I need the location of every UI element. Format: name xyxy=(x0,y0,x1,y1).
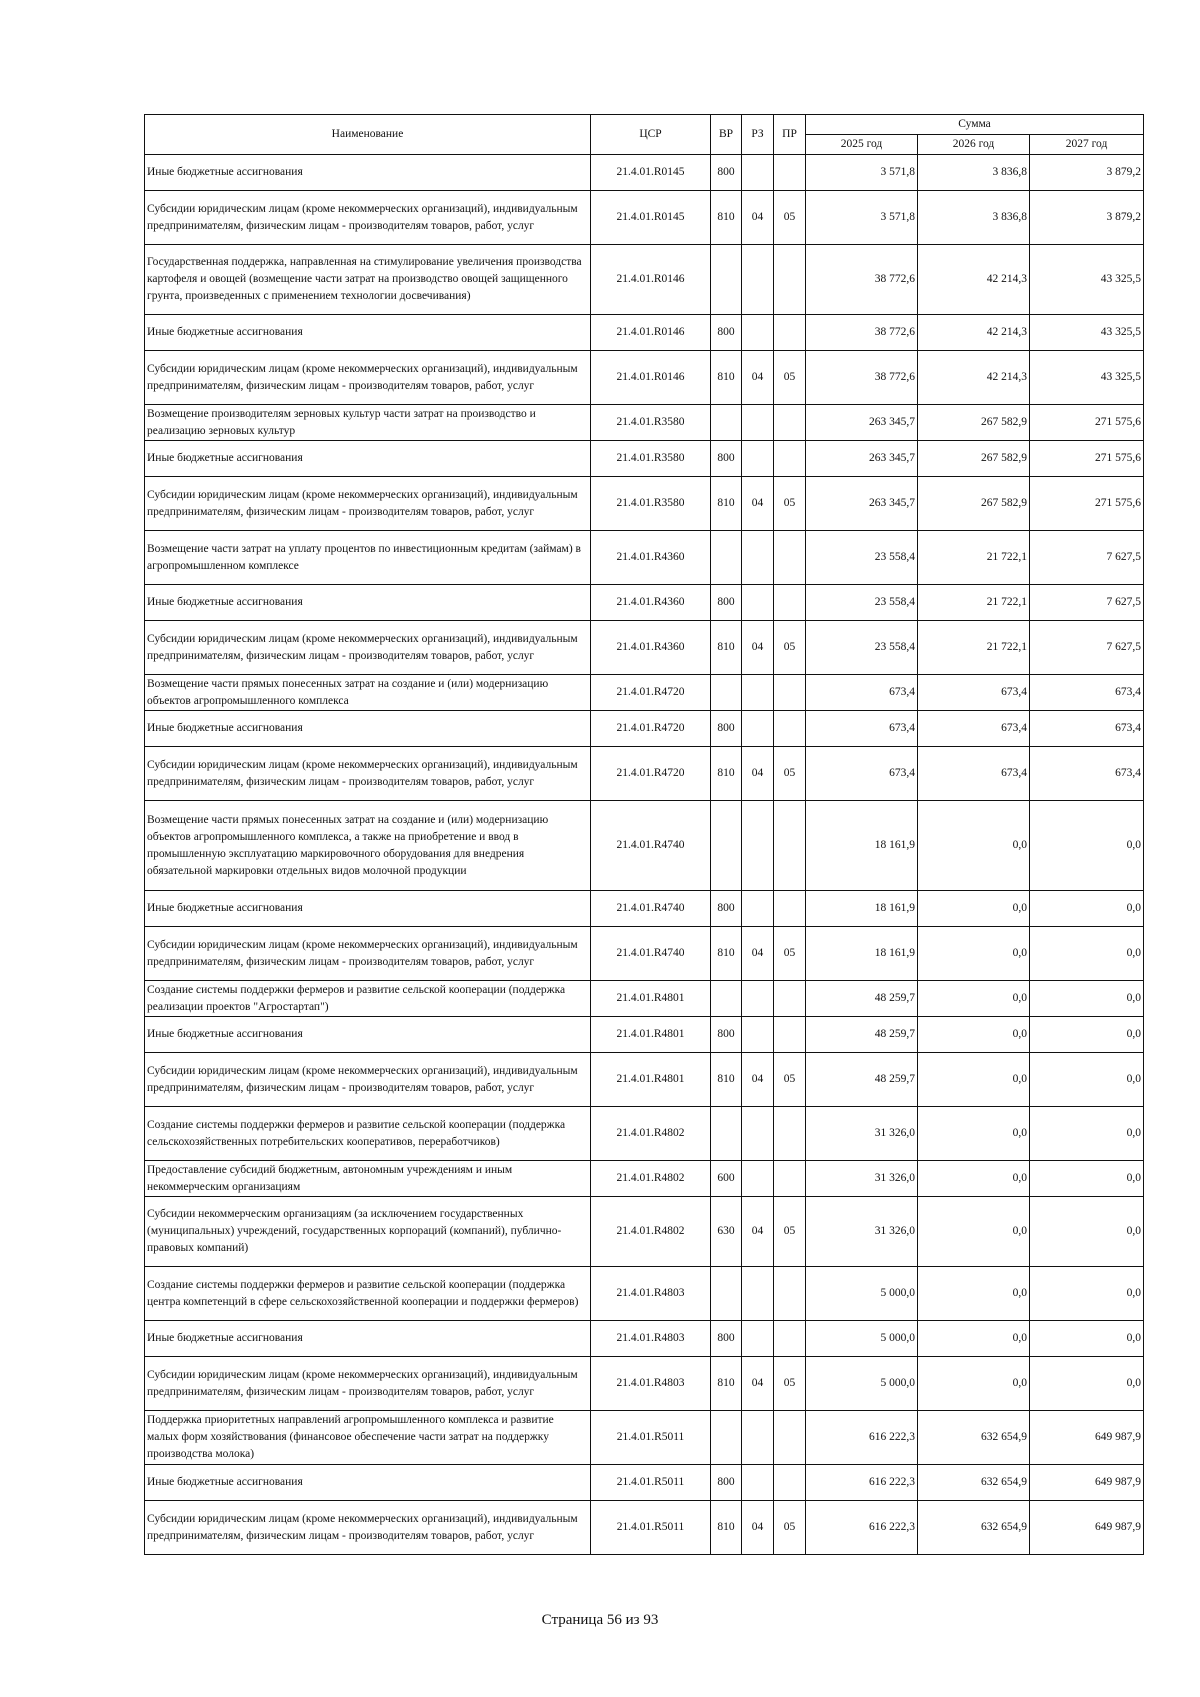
row-sum-2026: 21 722,1 xyxy=(918,531,1030,585)
row-csr: 21.4.01.R4802 xyxy=(591,1107,711,1161)
row-sum-2025: 23 558,4 xyxy=(806,585,918,621)
row-pr xyxy=(774,1411,806,1465)
row-vr: 800 xyxy=(711,891,742,927)
row-rz: 04 xyxy=(742,1357,774,1411)
row-pr: 05 xyxy=(774,1357,806,1411)
table-row xyxy=(145,1465,1144,1501)
row-vr: 800 xyxy=(711,155,742,191)
row-sum-2027: 649 987,9 xyxy=(1030,1411,1144,1465)
row-csr: 21.4.01.R4803 xyxy=(591,1267,711,1321)
row-csr: 21.4.01.R0146 xyxy=(591,351,711,405)
row-vr: 810 xyxy=(711,747,742,801)
row-sum-2025: 3 571,8 xyxy=(806,155,918,191)
row-csr: 21.4.01.R4360 xyxy=(591,621,711,675)
table-row xyxy=(145,891,1144,927)
row-rz xyxy=(742,1321,774,1357)
row-sum-2026: 0,0 xyxy=(918,1267,1030,1321)
row-sum-2027: 0,0 xyxy=(1030,891,1144,927)
header-name: Наименование xyxy=(145,115,591,155)
row-name: Возмещение части затрат на уплату процентов по инвестиционным кредитам (займам) в агропромышленном комплексе xyxy=(145,531,591,585)
header-year-2025: 2025 год xyxy=(806,135,918,155)
row-sum-2026: 21 722,1 xyxy=(918,585,1030,621)
row-sum-2025: 31 326,0 xyxy=(806,1161,918,1197)
row-sum-2026: 673,4 xyxy=(918,675,1030,711)
row-pr xyxy=(774,891,806,927)
row-rz: 04 xyxy=(742,477,774,531)
row-name: Иные бюджетные ассигнования xyxy=(145,1465,591,1501)
table-row xyxy=(145,1321,1144,1357)
row-name: Субсидии некоммерческим организациям (за исключением государственных (муниципальных) учреждений, государственных корпораций (компаний), публично-правовых компаний) xyxy=(145,1197,591,1267)
row-sum-2025: 616 222,3 xyxy=(806,1465,918,1501)
row-name: Субсидии юридическим лицам (кроме некоммерческих организаций), индивидуальным предпринимателям, физическим лицам - производителям товаров, работ, услуг xyxy=(145,477,591,531)
row-name: Поддержка приоритетных направлений агропромышленного комплекса и развитие малых форм хозяйствования (финансовое обеспечение части затрат на поддержку производства молока) xyxy=(145,1411,591,1465)
row-pr xyxy=(774,531,806,585)
row-sum-2026: 0,0 xyxy=(918,801,1030,891)
table-row xyxy=(145,191,1144,245)
row-name: Субсидии юридическим лицам (кроме некоммерческих организаций), индивидуальным предпринимателям, физическим лицам - производителям товаров, работ, услуг xyxy=(145,927,591,981)
row-pr xyxy=(774,405,806,441)
row-name: Иные бюджетные ассигнования xyxy=(145,711,591,747)
row-pr: 05 xyxy=(774,1197,806,1267)
row-pr xyxy=(774,1465,806,1501)
row-sum-2025: 48 259,7 xyxy=(806,1017,918,1053)
row-sum-2026: 0,0 xyxy=(918,1017,1030,1053)
row-sum-2025: 673,4 xyxy=(806,675,918,711)
row-sum-2025: 23 558,4 xyxy=(806,621,918,675)
row-sum-2027: 0,0 xyxy=(1030,1357,1144,1411)
row-rz xyxy=(742,1465,774,1501)
row-vr xyxy=(711,801,742,891)
row-sum-2027: 7 627,5 xyxy=(1030,585,1144,621)
table-row xyxy=(145,801,1144,891)
row-csr: 21.4.01.R4360 xyxy=(591,531,711,585)
row-sum-2026: 0,0 xyxy=(918,1197,1030,1267)
header-vr: ВР xyxy=(711,115,742,155)
table-row xyxy=(145,351,1144,405)
row-sum-2026: 0,0 xyxy=(918,1357,1030,1411)
row-csr: 21.4.01.R4803 xyxy=(591,1357,711,1411)
row-sum-2027: 0,0 xyxy=(1030,1017,1144,1053)
row-csr: 21.4.01.R4360 xyxy=(591,585,711,621)
row-vr: 800 xyxy=(711,1017,742,1053)
header-csr: ЦСР xyxy=(591,115,711,155)
row-sum-2025: 3 571,8 xyxy=(806,191,918,245)
row-csr: 21.4.01.R0145 xyxy=(591,191,711,245)
table-row xyxy=(145,621,1144,675)
row-rz: 04 xyxy=(742,747,774,801)
row-rz: 04 xyxy=(742,191,774,245)
row-sum-2027: 0,0 xyxy=(1030,1321,1144,1357)
row-sum-2026: 0,0 xyxy=(918,1053,1030,1107)
row-vr: 800 xyxy=(711,711,742,747)
table-row xyxy=(145,477,1144,531)
row-rz: 04 xyxy=(742,1501,774,1555)
row-sum-2027: 3 879,2 xyxy=(1030,191,1144,245)
row-vr: 800 xyxy=(711,1321,742,1357)
budget-table xyxy=(144,114,1144,1555)
row-vr: 810 xyxy=(711,1501,742,1555)
row-vr: 800 xyxy=(711,585,742,621)
row-sum-2026: 632 654,9 xyxy=(918,1411,1030,1465)
row-rz: 04 xyxy=(742,351,774,405)
row-vr: 600 xyxy=(711,1161,742,1197)
row-name: Возмещение производителям зерновых культур части затрат на производство и реализацию зерновых культур xyxy=(145,405,591,441)
row-pr xyxy=(774,441,806,477)
row-rz xyxy=(742,981,774,1017)
row-rz: 04 xyxy=(742,621,774,675)
row-sum-2026: 0,0 xyxy=(918,981,1030,1017)
row-sum-2026: 632 654,9 xyxy=(918,1501,1030,1555)
row-csr: 21.4.01.R4720 xyxy=(591,675,711,711)
row-vr xyxy=(711,1411,742,1465)
row-name: Иные бюджетные ассигнования xyxy=(145,155,591,191)
row-vr xyxy=(711,405,742,441)
row-csr: 21.4.01.R4801 xyxy=(591,1053,711,1107)
row-sum-2026: 0,0 xyxy=(918,1161,1030,1197)
row-pr xyxy=(774,1267,806,1321)
row-sum-2027: 0,0 xyxy=(1030,927,1144,981)
row-sum-2025: 673,4 xyxy=(806,747,918,801)
row-name: Возмещение части прямых понесенных затрат на создание и (или) модернизацию объектов агропромышленного комплекса, а также на приобретение и ввод в промышленную эксплуатацию маркировочного оборудования для внедрения обязательной маркировки отдельных видов молочной продукции xyxy=(145,801,591,891)
row-rz xyxy=(742,711,774,747)
header-rz: РЗ xyxy=(742,115,774,155)
row-vr xyxy=(711,531,742,585)
row-sum-2027: 271 575,6 xyxy=(1030,441,1144,477)
table-row xyxy=(145,245,1144,315)
row-sum-2025: 5 000,0 xyxy=(806,1267,918,1321)
row-sum-2027: 649 987,9 xyxy=(1030,1501,1144,1555)
row-sum-2026: 267 582,9 xyxy=(918,477,1030,531)
header-year-2027: 2027 год xyxy=(1030,135,1144,155)
row-sum-2025: 18 161,9 xyxy=(806,801,918,891)
row-sum-2027: 673,4 xyxy=(1030,711,1144,747)
row-pr xyxy=(774,675,806,711)
row-csr: 21.4.01.R4802 xyxy=(591,1197,711,1267)
row-pr xyxy=(774,1017,806,1053)
row-csr: 21.4.01.R4740 xyxy=(591,927,711,981)
row-sum-2027: 0,0 xyxy=(1030,1197,1144,1267)
row-sum-2027: 673,4 xyxy=(1030,675,1144,711)
row-pr: 05 xyxy=(774,477,806,531)
row-pr: 05 xyxy=(774,621,806,675)
row-name: Субсидии юридическим лицам (кроме некоммерческих организаций), индивидуальным предпринимателям, физическим лицам - производителям товаров, работ, услуг xyxy=(145,351,591,405)
row-csr: 21.4.01.R0146 xyxy=(591,245,711,315)
row-pr: 05 xyxy=(774,191,806,245)
row-csr: 21.4.01.R3580 xyxy=(591,441,711,477)
row-pr xyxy=(774,315,806,351)
row-pr xyxy=(774,1321,806,1357)
row-rz xyxy=(742,891,774,927)
row-vr: 630 xyxy=(711,1197,742,1267)
row-sum-2026: 0,0 xyxy=(918,927,1030,981)
row-vr: 810 xyxy=(711,1357,742,1411)
row-sum-2026: 632 654,9 xyxy=(918,1465,1030,1501)
row-rz xyxy=(742,675,774,711)
row-vr: 810 xyxy=(711,351,742,405)
row-name: Иные бюджетные ассигнования xyxy=(145,315,591,351)
row-vr: 810 xyxy=(711,191,742,245)
row-name: Иные бюджетные ассигнования xyxy=(145,1017,591,1053)
row-csr: 21.4.01.R4803 xyxy=(591,1321,711,1357)
row-sum-2025: 616 222,3 xyxy=(806,1411,918,1465)
row-rz xyxy=(742,531,774,585)
table-row xyxy=(145,1017,1144,1053)
row-sum-2027: 0,0 xyxy=(1030,1161,1144,1197)
row-sum-2026: 267 582,9 xyxy=(918,405,1030,441)
row-sum-2027: 43 325,5 xyxy=(1030,245,1144,315)
row-pr: 05 xyxy=(774,747,806,801)
row-name: Субсидии юридическим лицам (кроме некоммерческих организаций), индивидуальным предпринимателям, физическим лицам - производителям товаров, работ, услуг xyxy=(145,1501,591,1555)
row-sum-2027: 673,4 xyxy=(1030,747,1144,801)
table-row xyxy=(145,981,1144,1017)
row-sum-2025: 616 222,3 xyxy=(806,1501,918,1555)
row-sum-2026: 0,0 xyxy=(918,1321,1030,1357)
row-csr: 21.4.01.R4801 xyxy=(591,1017,711,1053)
row-rz xyxy=(742,315,774,351)
row-name: Создание системы поддержки фермеров и развитие сельской кооперации (поддержка центра компетенций в сфере сельскохозяйственной кооперации и поддержки фермеров) xyxy=(145,1267,591,1321)
row-sum-2026: 3 836,8 xyxy=(918,191,1030,245)
table-body xyxy=(145,155,1144,1555)
table-row xyxy=(145,1197,1144,1267)
row-rz xyxy=(742,441,774,477)
table-row xyxy=(145,585,1144,621)
row-sum-2027: 0,0 xyxy=(1030,1053,1144,1107)
table-row xyxy=(145,441,1144,477)
row-sum-2027: 271 575,6 xyxy=(1030,405,1144,441)
row-name: Иные бюджетные ассигнования xyxy=(145,1321,591,1357)
row-pr xyxy=(774,1107,806,1161)
row-pr xyxy=(774,981,806,1017)
row-pr xyxy=(774,801,806,891)
table-row xyxy=(145,1411,1144,1465)
row-rz xyxy=(742,1411,774,1465)
row-sum-2026: 21 722,1 xyxy=(918,621,1030,675)
table-row xyxy=(145,675,1144,711)
row-rz xyxy=(742,585,774,621)
row-sum-2026: 673,4 xyxy=(918,711,1030,747)
row-rz xyxy=(742,405,774,441)
header-year-2026: 2026 год xyxy=(918,135,1030,155)
row-sum-2025: 673,4 xyxy=(806,711,918,747)
row-csr: 21.4.01.R0146 xyxy=(591,315,711,351)
row-csr: 21.4.01.R5011 xyxy=(591,1501,711,1555)
row-sum-2027: 0,0 xyxy=(1030,801,1144,891)
row-csr: 21.4.01.R4720 xyxy=(591,747,711,801)
row-sum-2025: 263 345,7 xyxy=(806,405,918,441)
row-sum-2025: 31 326,0 xyxy=(806,1107,918,1161)
row-pr: 05 xyxy=(774,927,806,981)
row-name: Создание системы поддержки фермеров и развитие сельской кооперации (поддержка реализации проектов "Агростартап") xyxy=(145,981,591,1017)
row-pr: 05 xyxy=(774,1501,806,1555)
row-sum-2027: 271 575,6 xyxy=(1030,477,1144,531)
row-name: Возмещение части прямых понесенных затрат на создание и (или) модернизацию объектов агропромышленного комплекса xyxy=(145,675,591,711)
row-name: Субсидии юридическим лицам (кроме некоммерческих организаций), индивидуальным предпринимателям, физическим лицам - производителям товаров, работ, услуг xyxy=(145,621,591,675)
table-row xyxy=(145,1161,1144,1197)
row-sum-2025: 263 345,7 xyxy=(806,441,918,477)
row-pr xyxy=(774,711,806,747)
row-sum-2026: 42 214,3 xyxy=(918,351,1030,405)
table-row xyxy=(145,1107,1144,1161)
row-rz xyxy=(742,1107,774,1161)
table-row xyxy=(145,155,1144,191)
row-sum-2027: 43 325,5 xyxy=(1030,315,1144,351)
row-sum-2025: 48 259,7 xyxy=(806,981,918,1017)
row-name: Создание системы поддержки фермеров и развитие сельской кооперации (поддержка сельскохозяйственных потребительских кооперативов, переработчиков) xyxy=(145,1107,591,1161)
row-name: Иные бюджетные ассигнования xyxy=(145,585,591,621)
row-name: Субсидии юридическим лицам (кроме некоммерческих организаций), индивидуальным предпринимателям, физическим лицам - производителям товаров, работ, услуг xyxy=(145,747,591,801)
row-rz: 04 xyxy=(742,1053,774,1107)
row-sum-2026: 3 836,8 xyxy=(918,155,1030,191)
header-pr: ПР xyxy=(774,115,806,155)
row-pr xyxy=(774,585,806,621)
table-row xyxy=(145,1357,1144,1411)
table-row xyxy=(145,531,1144,585)
row-rz: 04 xyxy=(742,1197,774,1267)
row-sum-2027: 0,0 xyxy=(1030,1267,1144,1321)
row-vr: 810 xyxy=(711,621,742,675)
row-pr xyxy=(774,1161,806,1197)
table-row xyxy=(145,315,1144,351)
row-pr xyxy=(774,245,806,315)
row-rz xyxy=(742,1017,774,1053)
row-sum-2025: 48 259,7 xyxy=(806,1053,918,1107)
row-rz xyxy=(742,1161,774,1197)
row-sum-2025: 31 326,0 xyxy=(806,1197,918,1267)
table-row xyxy=(145,711,1144,747)
row-rz xyxy=(742,155,774,191)
row-csr: 21.4.01.R4740 xyxy=(591,891,711,927)
row-sum-2026: 0,0 xyxy=(918,1107,1030,1161)
row-rz xyxy=(742,245,774,315)
row-vr xyxy=(711,245,742,315)
row-pr: 05 xyxy=(774,351,806,405)
row-pr: 05 xyxy=(774,1053,806,1107)
row-vr: 800 xyxy=(711,441,742,477)
table-row xyxy=(145,747,1144,801)
row-vr xyxy=(711,981,742,1017)
row-sum-2027: 0,0 xyxy=(1030,981,1144,1017)
row-pr xyxy=(774,155,806,191)
row-sum-2026: 42 214,3 xyxy=(918,245,1030,315)
row-csr: 21.4.01.R3580 xyxy=(591,477,711,531)
row-csr: 21.4.01.R3580 xyxy=(591,405,711,441)
row-sum-2025: 38 772,6 xyxy=(806,351,918,405)
row-csr: 21.4.01.R4802 xyxy=(591,1161,711,1197)
row-sum-2027: 43 325,5 xyxy=(1030,351,1144,405)
row-vr: 810 xyxy=(711,1053,742,1107)
row-vr xyxy=(711,1107,742,1161)
row-vr: 810 xyxy=(711,477,742,531)
row-sum-2025: 18 161,9 xyxy=(806,927,918,981)
row-sum-2025: 5 000,0 xyxy=(806,1321,918,1357)
row-vr: 800 xyxy=(711,315,742,351)
table-row xyxy=(145,1501,1144,1555)
table-row xyxy=(145,405,1144,441)
row-sum-2025: 5 000,0 xyxy=(806,1357,918,1411)
row-sum-2027: 649 987,9 xyxy=(1030,1465,1144,1501)
row-name: Субсидии юридическим лицам (кроме некоммерческих организаций), индивидуальным предпринимателям, физическим лицам - производителям товаров, работ, услуг xyxy=(145,1053,591,1107)
row-csr: 21.4.01.R5011 xyxy=(591,1411,711,1465)
row-csr: 21.4.01.R0145 xyxy=(591,155,711,191)
row-sum-2026: 42 214,3 xyxy=(918,315,1030,351)
row-rz xyxy=(742,1267,774,1321)
row-sum-2025: 38 772,6 xyxy=(806,315,918,351)
row-csr: 21.4.01.R4740 xyxy=(591,801,711,891)
table-row xyxy=(145,1267,1144,1321)
row-name: Субсидии юридическим лицам (кроме некоммерческих организаций), индивидуальным предпринимателям, физическим лицам - производителям товаров, работ, услуг xyxy=(145,1357,591,1411)
row-name: Иные бюджетные ассигнования xyxy=(145,441,591,477)
row-name: Субсидии юридическим лицам (кроме некоммерческих организаций), индивидуальным предпринимателям, физическим лицам - производителям товаров, работ, услуг xyxy=(145,191,591,245)
row-name: Государственная поддержка, направленная на стимулирование увеличения производства картофеля и овощей (возмещение части затрат на производство овощей защищенного грунта, произведенных с применением технологии досвечивания) xyxy=(145,245,591,315)
row-sum-2025: 263 345,7 xyxy=(806,477,918,531)
row-sum-2025: 38 772,6 xyxy=(806,245,918,315)
row-sum-2025: 18 161,9 xyxy=(806,891,918,927)
row-sum-2027: 0,0 xyxy=(1030,1107,1144,1161)
row-sum-2026: 673,4 xyxy=(918,747,1030,801)
row-sum-2027: 3 879,2 xyxy=(1030,155,1144,191)
row-rz: 04 xyxy=(742,927,774,981)
row-vr xyxy=(711,1267,742,1321)
row-vr: 810 xyxy=(711,927,742,981)
row-sum-2026: 0,0 xyxy=(918,891,1030,927)
row-vr xyxy=(711,675,742,711)
table-row xyxy=(145,1053,1144,1107)
row-sum-2027: 7 627,5 xyxy=(1030,621,1144,675)
row-csr: 21.4.01.R4720 xyxy=(591,711,711,747)
page-number: Страница 56 из 93 xyxy=(541,1612,659,1628)
header-sum: Сумма xyxy=(806,115,1144,135)
row-csr: 21.4.01.R4801 xyxy=(591,981,711,1017)
row-csr: 21.4.01.R5011 xyxy=(591,1465,711,1501)
row-sum-2027: 7 627,5 xyxy=(1030,531,1144,585)
row-vr: 800 xyxy=(711,1465,742,1501)
row-name: Предоставление субсидий бюджетным, автономным учреждениям и иным некоммерческим организациям xyxy=(145,1161,591,1197)
table-row xyxy=(145,927,1144,981)
row-name: Иные бюджетные ассигнования xyxy=(145,891,591,927)
row-sum-2026: 267 582,9 xyxy=(918,441,1030,477)
row-sum-2025: 23 558,4 xyxy=(806,531,918,585)
row-rz xyxy=(742,801,774,891)
